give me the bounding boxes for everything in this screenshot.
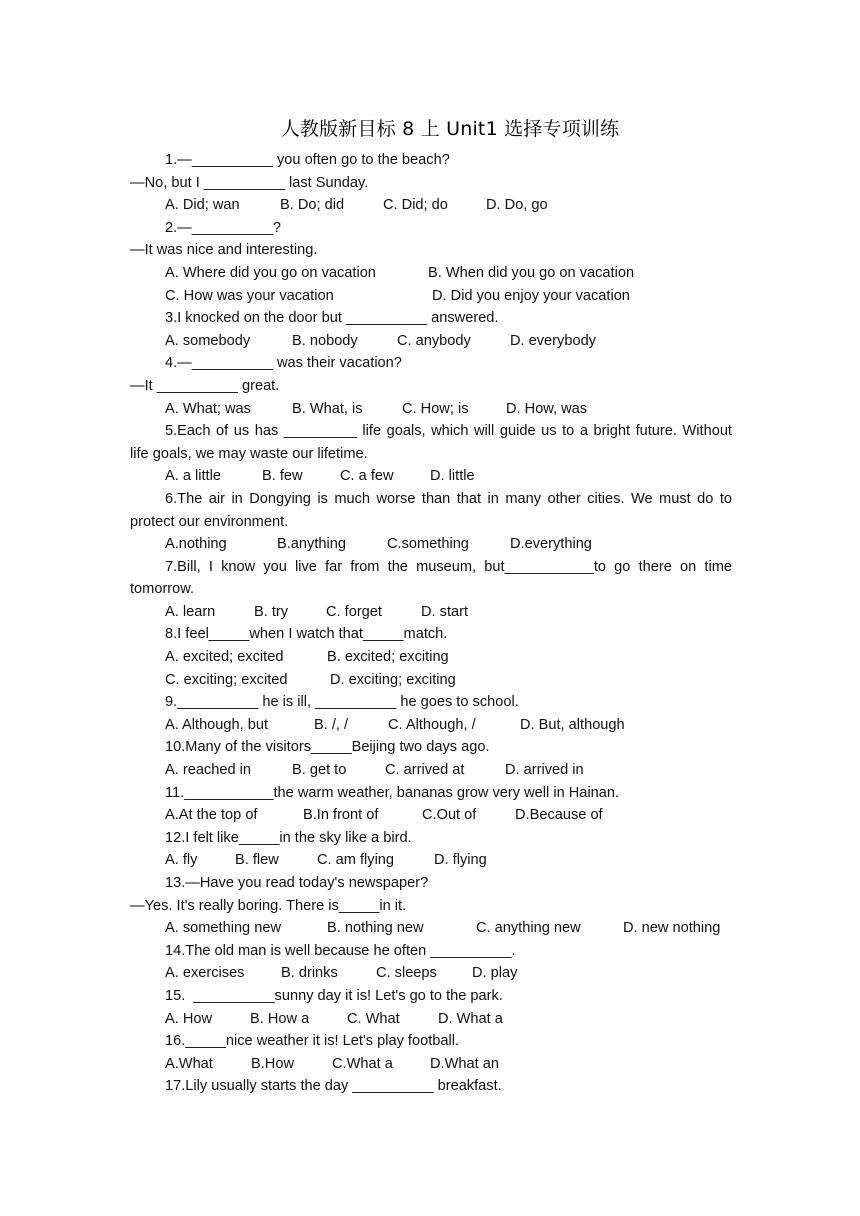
- q14-option-c: C. sleeps: [376, 965, 437, 982]
- q7-option-a: A. learn: [165, 603, 216, 620]
- question-16-options: [130, 1053, 732, 1076]
- question-14-stem: 14.The old man is well because he often __________.: [165, 942, 516, 959]
- question-8-options-row1: [130, 646, 732, 669]
- q15-option-b: B. How a: [250, 1010, 310, 1027]
- q14-option-d: D. play: [472, 965, 518, 982]
- q7-option-c: C. forget: [326, 603, 382, 620]
- question-1-reply: —No, but I __________ last Sunday.: [130, 174, 369, 191]
- q10-option-c: C. arrived at: [385, 762, 465, 779]
- q2-option-d: D. Did you enjoy your vacation: [432, 287, 630, 304]
- question-1-stem: 1.—__________ you often go to the beach?: [165, 152, 450, 168]
- q16-option-d: D.What an: [430, 1055, 499, 1072]
- question-10-stem: 10.Many of the visitors_____Beijing two days ago.: [165, 739, 490, 756]
- q4-option-b: B. What, is: [292, 400, 363, 417]
- question-11-stem: 11.___________the warm weather, bananas grow very well in Hainan.: [165, 784, 620, 801]
- q13-option-c: C. anything new: [476, 920, 581, 937]
- q5-option-c: C. a few: [340, 468, 394, 485]
- q6-option-a: A.nothing: [165, 536, 227, 553]
- q11-option-d: D.Because of: [515, 807, 603, 824]
- q4-option-a: A. What; was: [165, 400, 251, 417]
- question-12-stem: 12.I felt like_____in the sky like a bird.: [165, 829, 412, 846]
- question-7-options: [130, 601, 732, 624]
- question-13-options: [130, 917, 732, 940]
- q15-option-a: A. How: [165, 1010, 213, 1027]
- question-2-options-row2: [130, 285, 732, 308]
- q12-option-d: D. flying: [434, 852, 487, 869]
- q1-option-d: D. Do, go: [486, 197, 548, 214]
- q2-option-b: B. When did you go on vacation: [428, 264, 635, 281]
- q7-option-d: D. start: [421, 603, 469, 620]
- q16-option-a: A.What: [165, 1055, 213, 1072]
- question-8-stem: 8.I feel_____when I watch that_____match.: [165, 626, 448, 643]
- q13-option-b: B. nothing new: [327, 920, 424, 937]
- question-6-stem: 6.The air in Dongying is much worse than that in many other cities. We must do to protect our environment.: [130, 490, 732, 530]
- q4-option-d: D. How, was: [506, 400, 588, 417]
- document-title: 人教版新目标 8 上 Unit1 选择专项训练: [280, 118, 620, 140]
- question-5-options: [130, 465, 732, 488]
- q9-option-d: D. But, although: [520, 716, 625, 733]
- q5-option-d: D. little: [430, 468, 475, 485]
- q6-option-b: B.anything: [277, 536, 346, 553]
- q12-option-b: B. flew: [235, 852, 279, 869]
- question-16-stem: 16._____nice weather it is! Let's play football.: [165, 1033, 460, 1050]
- q14-option-b: B. drinks: [281, 965, 338, 982]
- question-15-stem: 15. __________sunny day it is! Let's go to the park.: [165, 987, 503, 1004]
- question-12-options: [130, 849, 732, 872]
- q15-option-c: C. What: [347, 1010, 400, 1027]
- question-2-reply: —It was nice and interesting.: [130, 242, 318, 259]
- q2-option-c: C. How was your vacation: [165, 287, 334, 304]
- q13-option-d: D. new nothing: [623, 920, 721, 937]
- question-2-options-row1: [130, 262, 732, 285]
- question-2-stem: 2.—__________?: [165, 219, 282, 236]
- q12-option-c: C. am flying: [317, 852, 395, 869]
- question-list: [130, 149, 732, 1098]
- q14-option-a: A. exercises: [165, 965, 245, 982]
- q12-option-a: A. fly: [165, 852, 198, 869]
- question-13-stem: 13.—Have you read today's newspaper?: [165, 875, 429, 891]
- q3-option-b: B. nobody: [292, 332, 358, 349]
- q8-option-c: C. exciting; excited: [165, 671, 288, 688]
- q10-option-b: B. get to: [292, 762, 347, 779]
- question-9-stem: 9.__________ he is ill, __________ he goes to school.: [165, 694, 519, 711]
- q9-option-b: B. /, /: [314, 716, 349, 733]
- q2-option-a: A. Where did you go on vacation: [165, 264, 376, 281]
- question-10-options: [130, 759, 732, 782]
- q8-option-a: A. excited; excited: [165, 649, 284, 666]
- q11-option-a: A.At the top of: [165, 807, 258, 824]
- q15-option-d: D. What a: [438, 1010, 503, 1027]
- question-13-reply: —Yes. It's really boring. There is_____in it.: [130, 897, 407, 914]
- q1-option-a: A. Did; wan: [165, 197, 240, 214]
- question-7-stem: 7.Bill, I know you live far from the museum, but___________to go there on time tomorrow.: [130, 558, 732, 598]
- question-15-options: [130, 1008, 732, 1031]
- question-14-options: [130, 962, 732, 985]
- question-8-options-row2: [130, 669, 732, 692]
- q10-option-d: D. arrived in: [505, 762, 584, 779]
- q13-option-a: A. something new: [165, 920, 282, 937]
- q7-option-b: B. try: [254, 603, 289, 620]
- q1-option-c: C. Did; do: [383, 197, 448, 214]
- q3-option-d: D. everybody: [510, 332, 596, 349]
- question-3-stem: 3.I knocked on the door but __________ answered.: [165, 310, 499, 327]
- question-11-options: [130, 804, 732, 827]
- question-3-options: [130, 330, 732, 353]
- q6-option-c: C.something: [387, 536, 469, 553]
- q4-option-c: C. How; is: [402, 400, 469, 417]
- q6-option-d: D.everything: [510, 536, 592, 553]
- question-1-options: [130, 194, 732, 217]
- q16-option-b: B.How: [251, 1055, 294, 1072]
- q8-option-d: D. exciting; exciting: [330, 671, 456, 688]
- q5-option-a: A. a little: [165, 468, 221, 485]
- question-6-options: [130, 533, 732, 556]
- q11-option-c: C.Out of: [422, 807, 477, 824]
- q16-option-c: C.What a: [332, 1055, 393, 1072]
- q5-option-b: B. few: [262, 468, 303, 485]
- question-4-options: [130, 398, 732, 421]
- q9-option-c: C. Although, /: [388, 716, 476, 733]
- question-9-options: [130, 714, 732, 737]
- question-4-reply: —It __________ great.: [130, 377, 280, 394]
- question-17-stem: 17.Lily usually starts the day __________ breakfast.: [165, 1078, 502, 1095]
- question-4-stem: 4.—__________ was their vacation?: [165, 355, 402, 372]
- q3-option-a: A. somebody: [165, 332, 251, 349]
- question-5-stem: 5.Each of us has _________ life goals, which will guide us to a bright future. Without life goals, we may waste our lifetime.: [130, 423, 732, 462]
- q3-option-c: C. anybody: [397, 332, 471, 349]
- q10-option-a: A. reached in: [165, 762, 251, 779]
- q11-option-b: B.In front of: [303, 807, 379, 824]
- q8-option-b: B. excited; exciting: [327, 649, 449, 666]
- q1-option-b: B. Do; did: [280, 197, 345, 214]
- q9-option-a: A. Although, but: [165, 716, 269, 733]
